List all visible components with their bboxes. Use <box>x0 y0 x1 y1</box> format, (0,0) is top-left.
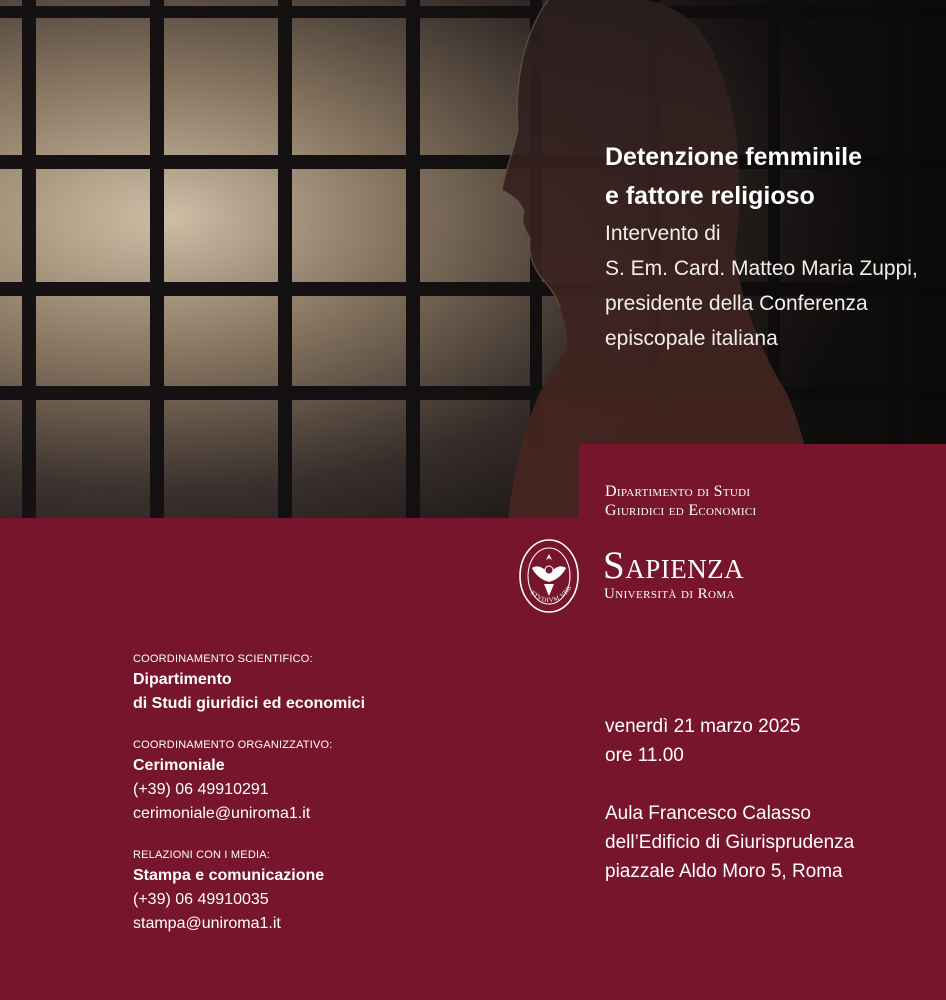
intro-line-2: S. Em. Card. Matteo Maria Zuppi, <box>605 257 918 280</box>
department-name <box>605 482 756 520</box>
event-date: venerdì 21 marzo 2025 <box>605 716 801 737</box>
venue-line-1: Aula Francesco Calasso <box>605 803 811 824</box>
media-email[interactable]: stampa@uniroma1.it <box>133 915 281 932</box>
event-title-line-1: Detenzione femminile <box>605 143 862 171</box>
event-title-line-2: e fattore religioso <box>605 182 815 210</box>
media-label: RELAZIONI CON I MEDIA: <box>133 849 271 861</box>
venue-line-3: piazzale Aldo Moro 5, Roma <box>605 861 843 882</box>
seal-text: STVDIVM VRB <box>528 584 574 605</box>
intro-line-3: presidente della Conferenza <box>605 292 868 315</box>
university-name: Sapienza <box>603 544 745 587</box>
venue-line-2: dell’Edificio di Giurisprudenza <box>605 832 855 853</box>
scientific-title-line-1: Dipartimento <box>133 671 232 688</box>
organizational-phone: (+39) 06 49910291 <box>133 781 269 798</box>
scientific-label: COORDINAMENTO SCIENTIFICO: <box>133 653 313 665</box>
department-line-1: Dipartimento di Studi <box>605 483 751 500</box>
organizational-title: Cerimoniale <box>133 757 225 774</box>
contacts-section <box>133 650 533 936</box>
intro-line-4: episcopale italiana <box>605 327 778 350</box>
sapienza-seal-icon <box>518 538 580 619</box>
event-time: ore 11.00 <box>605 745 684 766</box>
media-phone: (+39) 06 49910035 <box>133 891 269 908</box>
scientific-title-line-2: di Studi giuridici ed economici <box>133 695 366 712</box>
organizational-label: COORDINAMENTO ORGANIZZATIVO: <box>133 739 333 751</box>
department-line-2: Giuridici ed Economici <box>605 502 757 519</box>
media-title: Stampa e comunicazione <box>133 867 325 884</box>
intro-line-1: Intervento di <box>605 222 721 245</box>
event-details <box>605 712 854 886</box>
event-heading <box>605 138 918 356</box>
organizational-email[interactable]: cerimoniale@uniroma1.it <box>133 805 311 822</box>
university-subtitle: Università di Roma <box>604 586 735 602</box>
